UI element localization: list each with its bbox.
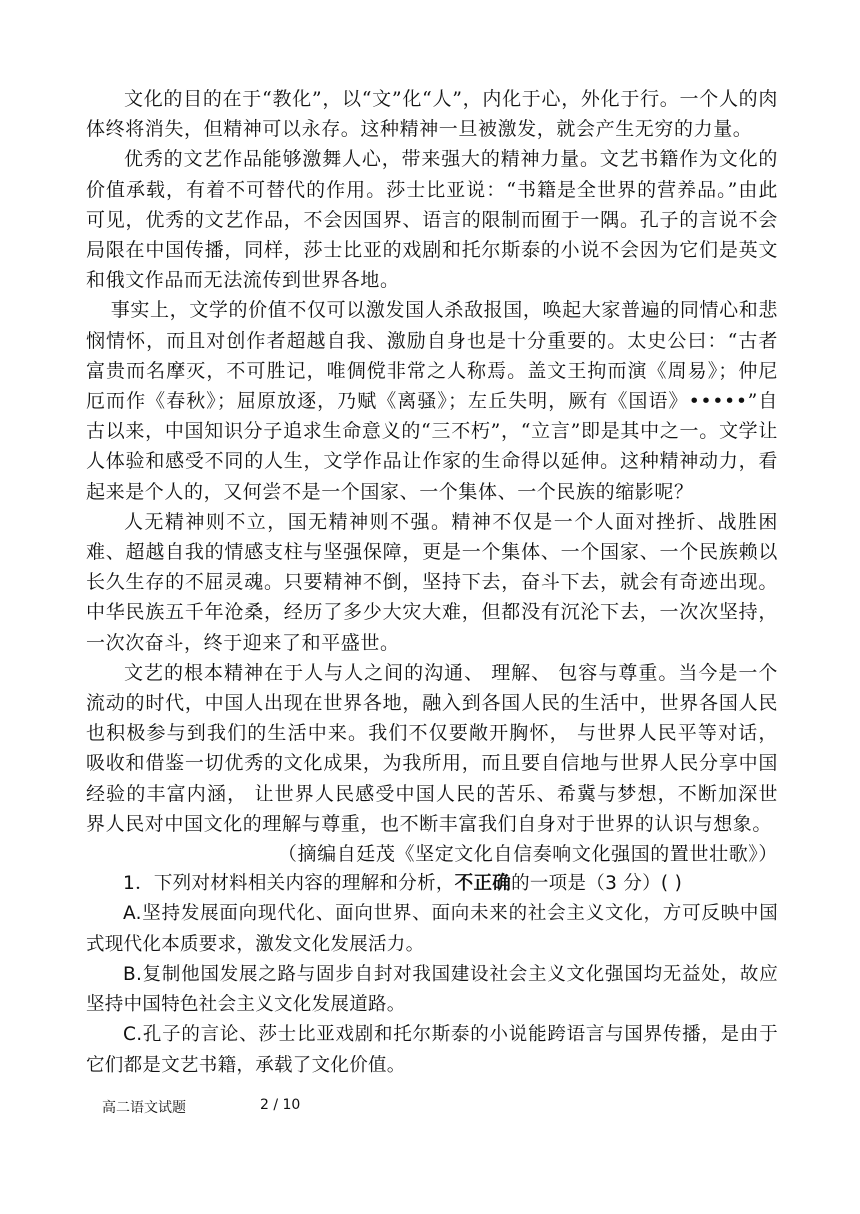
question-suffix: 的一项是（3 分）( ) xyxy=(511,873,683,895)
paragraph-1: 文化的目的在于“教化”，以“文”化“人”，内化于心，外化于行。一个人的肉体终将消失，但精神可以永存。这种精神一旦被激发，就会产生无穷的力量。 xyxy=(86,88,778,141)
question-stem xyxy=(86,869,778,899)
source-citation-line xyxy=(86,839,778,869)
question-emphasis: 不正确 xyxy=(454,873,512,895)
paragraph-5: 文艺的根本精神在于人与人之间的沟通、 理解、 包容与尊重。当今是一个流动的时代，中国人出现在世界各地，融入到各国人民的生活中，世界各国人民也积极参与到我们的生活中来。我们不仅要敞开胸怀， 与世界人民平等对话， 吸收和借鉴一切优秀的文化成果，为我所用，而且要自信地与世界人民分享中国经验的丰富内涵， 让世界人民感受中国人民的苦乐、希冀与梦想，不断加深世界人民对中国文化的理解与尊重，也不断丰富我们自身对于世界的认识与想象。 xyxy=(86,661,778,835)
source-citation: （摘编自廷茂《坚定文化自信奏响文化强国的置世壮歌》） xyxy=(277,843,778,866)
paragraph-2: 优秀的文艺作品能够激舞人心，带来强大的精神力量。文艺书籍作为文化的价值承载，有着不可替代的作用。莎士比亚说：“书籍是全世界的营养品。”由此可见，优秀的文艺作品，不会因国界、语言的限制而囿于一隅。孔子的言说不会局限在中国传播，同样，莎士比亚的戏剧和托尔斯泰的小说不会因为它们是英文和俄文作品而无法流传到世界各地。 xyxy=(86,148,778,292)
question-prefix: 1．下列对材料相关内容的理解和分析， xyxy=(123,873,455,895)
exam-name: 高二语文试题 xyxy=(102,1100,186,1116)
option-b: B.复制他国发展之路与固步自封对我国建设社会主义文化强国均无益处，故应坚持中国特色社会主义文化发展道路。 xyxy=(86,963,778,1016)
paragraph-4: 人无精神则不立，国无精神则不强。精神不仅是一个人面对挫折、战胜困难、超越自我的情感支柱与坚强保障，更是一个集体、一个国家、一个民族赖以长久生存的不屈灵魂。只要精神不倒，坚持下去，奋斗下去，就会有奇迹出现。 中华民族五千年沧桑，经历了多少大灾大难，但都没有沉沦下去，一次次坚持，一次次奋斗，终于迎来了和平盛世。 xyxy=(86,510,778,654)
option-a: A.坚持发展面向现代化、面向世界、面向未来的社会主义文化，方可反映中国式现代化本质要求，激发文化发展活力。 xyxy=(86,903,778,955)
question-1 xyxy=(86,869,778,1080)
paragraph-3: 事实上，文学的价值不仅可以激发国人杀敌报国，唤起大家普遍的同情心和悲悯情怀，而且对创作者超越自我、激励自身也是十分重要的。太史公曰：“古者富贵而名摩灭，不可胜记，唯倜傥非常之人称焉。盖文王拘而演《周易》；仲尼厄而作《春秋》；屈原放逐，乃赋《离骚》；左丘失明，厥有《国语》•••••”自古以来，中国知识分子追求生命意义的“三不朽”，“立言”即是其中之一。文学让人体验和感受不同的人生，文学作品让作家的生命得以延伸。这种精神动力，看起来是个人的，又何尝不是一个国家、一个集体、一个民族的缩影呢？ xyxy=(86,299,778,503)
page-number: 2 / 10 xyxy=(260,1097,301,1113)
article-body xyxy=(86,84,778,1081)
page-footer xyxy=(102,1097,301,1117)
option-c: C.孔子的言论、莎士比亚戏剧和托尔斯泰的小说能跨语言与国界传播，是由于它们都是文艺书籍，承载了文化价值。 xyxy=(86,1024,778,1076)
